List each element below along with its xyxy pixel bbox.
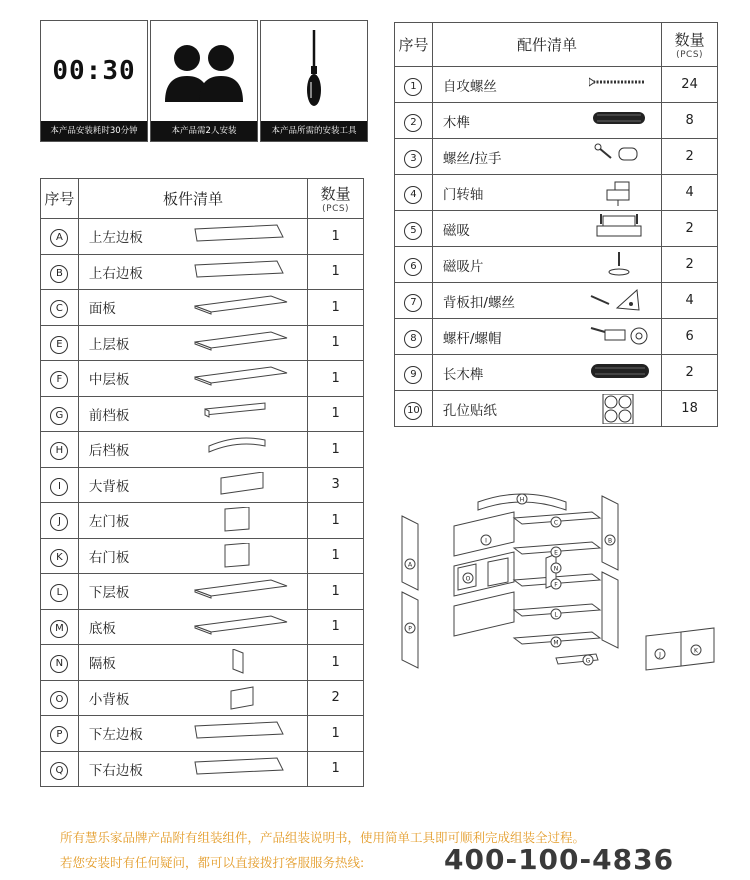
diagram-part-label <box>481 535 491 545</box>
parts-row <box>395 391 718 427</box>
panel-row <box>41 645 364 681</box>
svg-text:P: P <box>408 625 412 633</box>
time-caption: 本产品安装耗时30分钟 <box>41 121 147 141</box>
panel-name: 前档板 <box>88 407 130 424</box>
svg-text:K: K <box>694 647 698 655</box>
diagram-part-label <box>551 547 561 557</box>
hole-sticker-icon <box>589 394 653 424</box>
panel-name: 上层板 <box>88 336 130 353</box>
panel-qty: 1 <box>308 645 364 681</box>
svg-text:I: I <box>485 537 487 545</box>
panel-qty: 1 <box>308 503 364 539</box>
parts-col-name: 配件清单 <box>432 23 661 67</box>
people-caption: 本产品需2人安装 <box>151 121 257 141</box>
parts-row <box>395 211 718 247</box>
bolt-nut-icon <box>589 322 653 352</box>
panel-row <box>41 503 364 539</box>
panel-row <box>41 574 364 610</box>
panel-name: 下右边板 <box>88 762 143 779</box>
part-name: 磁吸片 <box>442 258 484 275</box>
side-panel-icon <box>191 223 291 249</box>
back-panel-icon <box>191 472 291 498</box>
bottom-board-icon <box>191 614 291 640</box>
door-panel-icon <box>191 543 291 569</box>
diagram-part-label <box>551 637 561 647</box>
panel-name: 隔板 <box>88 656 116 673</box>
panel-qty: 1 <box>308 751 364 787</box>
diagram-part-label <box>405 623 415 633</box>
panel-qty: 1 <box>308 716 364 752</box>
shelf-board-icon <box>191 365 291 391</box>
screwdriver-icon <box>299 26 329 116</box>
part-name: 螺杆/螺帽 <box>442 330 502 347</box>
tool-caption: 本产品所需的安装工具 <box>261 121 367 141</box>
parts-row <box>395 139 718 175</box>
footer-note: 所有慧乐家品牌产品附有组装组件，产品组装说明书，使用简单工具即可顺利完成组装全过程。 <box>60 830 586 845</box>
svg-text:B: B <box>607 537 613 545</box>
part-name: 孔位贴纸 <box>442 402 497 419</box>
part-qty: 2 <box>662 139 718 175</box>
panel-row <box>41 432 364 468</box>
panel-id: I <box>50 478 68 496</box>
part-name: 螺丝/拉手 <box>442 150 502 167</box>
panel-name: 上左边板 <box>88 230 143 247</box>
panel-name: 下层板 <box>88 585 130 602</box>
partition-icon <box>191 649 291 675</box>
panel-row <box>41 219 364 255</box>
door-panel-icon <box>191 507 291 533</box>
diagram-part-label <box>551 517 561 527</box>
part-qty: 4 <box>662 283 718 319</box>
panel-row <box>41 325 364 361</box>
part-name: 木榫 <box>442 114 470 131</box>
shelf-board-icon <box>191 330 291 356</box>
panel-qty: 1 <box>308 574 364 610</box>
parts-col-qty: 数量 (PCS) <box>662 23 718 67</box>
side-panel-icon <box>191 756 291 782</box>
svg-text:L: L <box>554 611 558 619</box>
parts-list-table <box>394 22 718 427</box>
panel-qty: 1 <box>308 396 364 432</box>
panel-qty: 1 <box>308 254 364 290</box>
part-name: 磁吸 <box>442 222 470 239</box>
svg-text:J: J <box>659 651 661 659</box>
panel-row <box>41 467 364 503</box>
part-name: 门转轴 <box>442 186 484 203</box>
top-board-icon <box>191 294 291 320</box>
magnet-icon <box>589 214 653 244</box>
panel-row <box>41 254 364 290</box>
panel-name: 下左边板 <box>88 727 143 744</box>
panel-name: 左门板 <box>88 514 130 531</box>
people-icon <box>159 36 249 106</box>
install-time-box <box>40 20 148 142</box>
time-display: 00:30 <box>52 56 136 86</box>
part-id: 1 <box>404 78 422 96</box>
small-back-panel-icon <box>191 685 291 711</box>
panel-id: Q <box>50 762 68 780</box>
part-name: 自攻螺丝 <box>442 78 497 95</box>
panel-qty: 1 <box>308 609 364 645</box>
install-people-box <box>150 20 258 142</box>
panel-col-index: 序号 <box>41 179 79 219</box>
part-id: 8 <box>404 330 422 348</box>
parts-row <box>395 283 718 319</box>
footer-hotline-label: 若您安装时有任何疑问，都可以直接拨打客服服务热线: <box>60 855 365 870</box>
parts-row <box>395 247 718 283</box>
svg-text:H: H <box>519 496 525 504</box>
hotline-number: 400-100-4836 <box>444 843 675 876</box>
diagram-part-label <box>605 535 615 545</box>
diagram-part-label <box>551 579 561 589</box>
panel-id: P <box>50 726 68 744</box>
panel-row <box>41 361 364 397</box>
parts-row <box>395 319 718 355</box>
part-id: 6 <box>404 258 422 276</box>
panel-row <box>41 609 364 645</box>
part-qty: 2 <box>662 247 718 283</box>
panel-qty: 1 <box>308 290 364 326</box>
back-arch-board-icon <box>191 436 291 462</box>
dowel-icon <box>589 106 653 136</box>
panel-qty: 1 <box>308 432 364 468</box>
panel-id: F <box>50 371 68 389</box>
panel-row <box>41 751 364 787</box>
panel-row <box>41 290 364 326</box>
panel-id: J <box>50 513 68 531</box>
handle-icon <box>589 142 653 172</box>
magnet-plate-icon <box>589 250 653 280</box>
parts-row <box>395 103 718 139</box>
parts-row <box>395 175 718 211</box>
diagram-part-label <box>517 494 527 504</box>
long-dowel-icon <box>589 358 653 388</box>
diagram-part-label <box>583 655 593 665</box>
part-qty: 18 <box>662 391 718 427</box>
panel-id: B <box>50 265 68 283</box>
panel-row <box>41 680 364 716</box>
part-qty: 8 <box>662 103 718 139</box>
panel-col-qty: 数量 (PCS) <box>308 179 364 219</box>
panel-qty: 2 <box>308 680 364 716</box>
parts-col-index: 序号 <box>395 23 433 67</box>
panel-row <box>41 396 364 432</box>
panel-row <box>41 716 364 752</box>
panel-qty: 3 <box>308 467 364 503</box>
panel-id: O <box>50 691 68 709</box>
part-name: 背板扣/螺丝 <box>442 294 515 311</box>
panel-name: 大背板 <box>88 478 130 495</box>
install-tool-box <box>260 20 368 142</box>
part-id: 10 <box>404 402 422 420</box>
svg-text:E: E <box>554 549 558 557</box>
panel-col-name: 板件清单 <box>78 179 307 219</box>
part-name: 长木榫 <box>442 366 484 383</box>
diagram-part-label <box>463 573 473 583</box>
diagram-part-label <box>655 649 665 659</box>
part-id: 7 <box>404 294 422 312</box>
panel-name: 中层板 <box>88 372 130 389</box>
part-qty: 4 <box>662 175 718 211</box>
side-panel-icon <box>191 720 291 746</box>
panel-qty: 1 <box>308 361 364 397</box>
panel-name: 小背板 <box>88 691 130 708</box>
panel-id: E <box>50 336 68 354</box>
part-qty: 6 <box>662 319 718 355</box>
parts-row <box>395 67 718 103</box>
panel-name: 上右边板 <box>88 265 143 282</box>
diagram-part-label <box>551 609 561 619</box>
panel-name: 底板 <box>88 620 116 637</box>
panel-id: A <box>50 229 68 247</box>
parts-row <box>395 355 718 391</box>
panel-id: N <box>50 655 68 673</box>
front-board-icon <box>191 401 291 427</box>
part-qty: 24 <box>662 67 718 103</box>
back-clip-icon <box>589 286 653 316</box>
part-id: 5 <box>404 222 422 240</box>
panel-name: 右门板 <box>88 549 130 566</box>
panel-id: L <box>50 584 68 602</box>
panel-id: K <box>50 549 68 567</box>
door-hinge-icon <box>589 178 653 208</box>
svg-text:A: A <box>407 561 413 569</box>
part-id: 2 <box>404 114 422 132</box>
svg-text:M: M <box>553 639 559 647</box>
part-id: 4 <box>404 186 422 204</box>
side-panel-icon <box>191 259 291 285</box>
part-id: 9 <box>404 366 422 384</box>
panel-name: 面板 <box>88 301 116 318</box>
diagram-part-label <box>405 559 415 569</box>
panel-list-table <box>40 178 364 787</box>
part-id: 3 <box>404 150 422 168</box>
panel-id: H <box>50 442 68 460</box>
panel-row <box>41 538 364 574</box>
part-qty: 2 <box>662 211 718 247</box>
diagram-part-label <box>551 563 561 573</box>
panel-qty: 1 <box>308 538 364 574</box>
diagram-part-label <box>691 645 701 655</box>
panel-id: G <box>50 407 68 425</box>
screw-icon <box>589 70 653 100</box>
panel-name: 后档板 <box>88 443 130 460</box>
svg-text:N: N <box>553 565 559 573</box>
panel-id: M <box>50 620 68 638</box>
shelf-board-icon <box>191 578 291 604</box>
panel-id: C <box>50 300 68 318</box>
svg-text:F: F <box>554 581 558 589</box>
panel-qty: 1 <box>308 325 364 361</box>
assembly-diagram <box>396 488 726 688</box>
svg-text:O: O <box>465 575 471 583</box>
svg-text:G: G <box>585 657 591 665</box>
part-qty: 2 <box>662 355 718 391</box>
svg-text:C: C <box>553 519 559 527</box>
panel-qty: 1 <box>308 219 364 255</box>
